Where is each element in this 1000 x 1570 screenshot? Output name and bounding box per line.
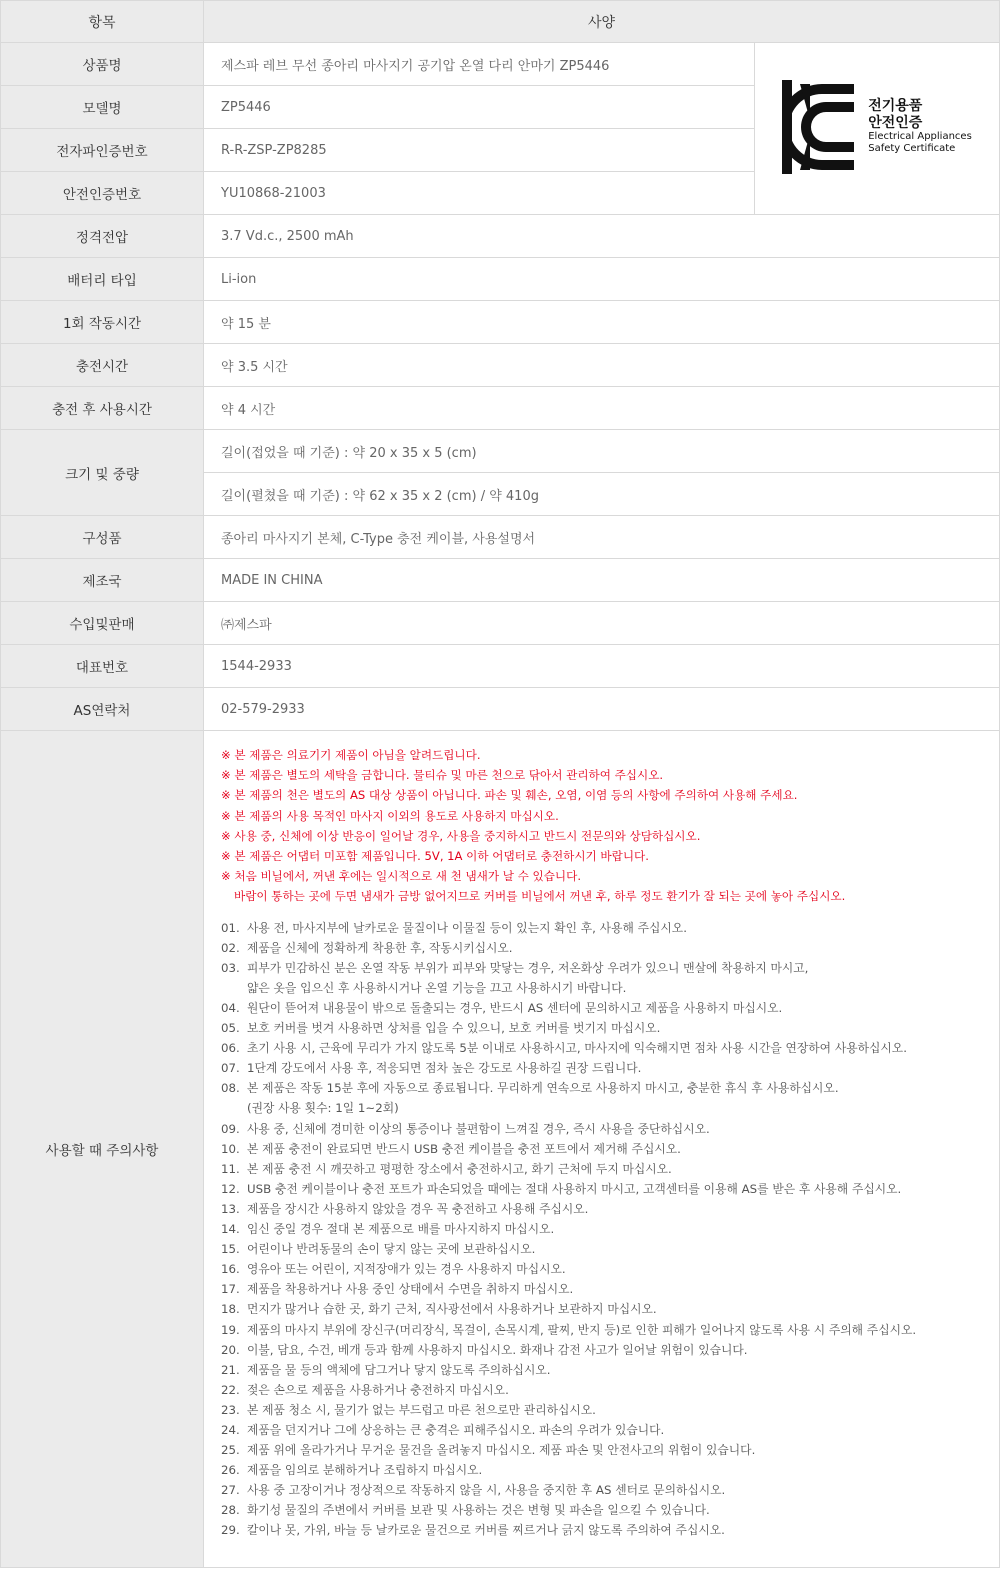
row-label: 구성품 xyxy=(1,516,204,559)
row-label: 모델명 xyxy=(1,86,204,129)
row-value: 3.7 Vd.c., 2500 mAh xyxy=(204,215,1000,258)
caution-text: 제품의 마사지 부위에 장신구(머리장식, 목걸이, 손목시계, 팔찌, 반지 등)로 인한 피해가 일어나지 않도록 사용 시 주의해 주십시오. xyxy=(247,1322,917,1337)
caution-number: 22. xyxy=(221,1382,240,1397)
caution-item xyxy=(221,1199,999,1219)
caution-text: 임신 중일 경우 절대 본 제품으로 배를 마사지하지 마십시오. xyxy=(247,1222,555,1237)
caution-item xyxy=(221,1159,999,1179)
caution-text: 영유아 또는 어린이, 지적장애가 있는 경우 사용하지 마십시오. xyxy=(247,1262,566,1277)
row-value: 제스파 레브 무선 종아리 마사지기 공기압 온열 다리 안마기 ZP5446 xyxy=(204,43,755,86)
caution-number: 25. xyxy=(221,1443,240,1458)
row-value: Li-ion xyxy=(204,258,1000,301)
caution-text: 사용 중 고장이거나 정상적으로 작동하지 않을 시, 사용을 중지한 후 AS 센터로 문의하십시오. xyxy=(247,1483,726,1498)
caution-text-continued: (권장 사용 횟수: 1일 1~2회) xyxy=(247,1101,399,1116)
caution-number: 19. xyxy=(221,1322,240,1337)
caution-item xyxy=(221,1320,999,1340)
caution-text: 본 제품은 작동 15분 후에 자동으로 종료됩니다. 무리하게 연속으로 사용하지 마시고, 충분한 휴식 후 사용하십시오. xyxy=(247,1081,839,1096)
caution-item xyxy=(221,1299,999,1319)
row-value: 종아리 마사지기 본체, C-Type 충전 케이블, 사용설명서 xyxy=(204,516,1000,559)
row-label: 충전시간 xyxy=(1,344,204,387)
warning-line: ※ 처음 비닐에서, 꺼낸 후에는 일시적으로 새 천 냄새가 날 수 있습니다. xyxy=(221,869,582,884)
row-label: AS연락처 xyxy=(1,688,204,731)
caution-number: 07. xyxy=(221,1061,240,1076)
caution-number: 26. xyxy=(221,1463,240,1478)
caution-item xyxy=(221,1139,999,1159)
row-value: 약 4 시간 xyxy=(204,387,1000,430)
caution-number: 20. xyxy=(221,1342,240,1357)
caution-item xyxy=(221,998,999,1018)
caution-number: 13. xyxy=(221,1201,240,1216)
table-row xyxy=(1,344,1000,387)
caution-text: 초기 사용 시, 근육에 무리가 가지 않도록 5분 이내로 사용하시고, 마사지에 익숙해지면 점차 사용 시간을 연장하여 사용하십시오. xyxy=(247,1041,907,1056)
row-value: ㈜제스파 xyxy=(204,602,1000,645)
caution-item xyxy=(221,1400,999,1420)
caution-number: 18. xyxy=(221,1302,240,1317)
table-row xyxy=(1,602,1000,645)
caution-text: 어린이나 반려동물의 손이 닿지 않는 곳에 보관하십시오. xyxy=(247,1242,536,1257)
caution-text: USB 충전 케이블이나 충전 포트가 파손되었을 때에는 절대 사용하지 마시고, 고객센터를 이용해 AS를 받은 후 사용해 주십시오. xyxy=(247,1181,902,1196)
caution-item xyxy=(221,1480,999,1500)
caution-text: 화기성 물질의 주변에서 커버를 보관 및 사용하는 것은 변형 및 파손을 일으킬 수 있습니다. xyxy=(247,1503,710,1518)
caution-text: 피부가 민감하신 분은 온열 작동 부위가 피부와 맞닿는 경우, 저온화상 우려가 있으니 맨살에 착용하지 마시고, xyxy=(247,960,809,975)
caution-number: 05. xyxy=(221,1021,240,1036)
caution-item xyxy=(221,1119,999,1139)
table-row xyxy=(1,258,1000,301)
caution-list xyxy=(221,918,999,1541)
row-label: 1회 작동시간 xyxy=(1,301,204,344)
caution-item xyxy=(221,1018,999,1038)
table-row xyxy=(1,645,1000,688)
caution-item xyxy=(221,1440,999,1460)
table-row xyxy=(1,387,1000,430)
row-value: ZP5446 xyxy=(204,86,755,129)
caution-item xyxy=(221,1360,999,1380)
caution-number: 08. xyxy=(221,1081,240,1096)
row-value: 길이(펼쳤을 때 기준) : 약 62 x 35 x 2 (cm) / 약 410g xyxy=(204,473,1000,516)
caution-item xyxy=(221,1380,999,1400)
caution-item xyxy=(221,958,999,978)
row-label: 수입및판매 xyxy=(1,602,204,645)
kc-english-2: Safety Certificate xyxy=(868,143,956,155)
row-label: 전자파인증번호 xyxy=(1,129,204,172)
warning-line: ※ 본 제품의 사용 목적인 마사지 이외의 용도로 사용하지 마십시오. xyxy=(221,808,559,823)
caution-text: 제품을 신체에 정확하게 착용한 후, 작동시키십시오. xyxy=(247,940,513,955)
caution-number: 11. xyxy=(221,1161,240,1176)
warning-line: ※ 본 제품의 천은 별도의 AS 대상 상품이 아닙니다. 파손 및 훼손, 오염, 이염 등의 사항에 주의하여 사용해 주세요. xyxy=(221,788,798,803)
caution-number: 24. xyxy=(221,1422,240,1437)
caution-text: 본 제품 충전 시 깨끗하고 평평한 장소에서 충전하시고, 화기 근처에 두지 마십시오. xyxy=(247,1161,672,1176)
caution-number: 09. xyxy=(221,1121,240,1136)
header-item: 항목 xyxy=(1,1,204,43)
caution-item xyxy=(221,1078,999,1098)
row-value: 약 3.5 시간 xyxy=(204,344,1000,387)
caution-item xyxy=(221,1038,999,1058)
header-spec: 사양 xyxy=(204,1,1000,43)
caution-item xyxy=(221,1340,999,1360)
caution-number: 16. xyxy=(221,1262,240,1277)
caution-item xyxy=(221,938,999,958)
notes-row xyxy=(1,731,1000,1568)
caution-item xyxy=(221,1239,999,1259)
warning-line-continued: 바람이 통하는 곳에 두면 냄새가 금방 없어지므로 커버를 비닐에서 꺼낸 후, 하루 정도 환기가 잘 되는 곳에 놓아 주십시오. xyxy=(234,889,846,904)
caution-number: 06. xyxy=(221,1041,240,1056)
caution-text: 본 제품 청소 시, 물기가 없는 부드럽고 마른 천으로만 관리하십시오. xyxy=(247,1402,596,1417)
row-value: 1544-2933 xyxy=(204,645,1000,688)
caution-number: 02. xyxy=(221,940,240,955)
caution-number: 10. xyxy=(221,1141,240,1156)
table-row xyxy=(1,516,1000,559)
row-label: 정격전압 xyxy=(1,215,204,258)
caution-item xyxy=(221,1520,999,1540)
table-row xyxy=(1,301,1000,344)
caution-number: 17. xyxy=(221,1282,240,1297)
row-label: 배터리 타입 xyxy=(1,258,204,301)
caution-text: 이불, 담요, 수건, 베개 등과 함께 사용하지 마십시오. 화재나 감전 사고가 일어날 위험이 있습니다. xyxy=(247,1342,748,1357)
caution-text: 먼지가 많거나 습한 곳, 화기 근처, 직사광선에서 사용하거나 보관하지 마십시오. xyxy=(247,1302,657,1317)
caution-text: 제품을 물 등의 액체에 담그거나 닿지 않도록 주의하십시오. xyxy=(247,1362,551,1377)
row-label: 제조국 xyxy=(1,559,204,602)
row-label: 안전인증번호 xyxy=(1,172,204,215)
kc-title-2: 안전인증 xyxy=(868,114,923,131)
table-row xyxy=(1,559,1000,602)
notes-label: 사용할 때 주의사항 xyxy=(1,731,204,1568)
caution-number: 15. xyxy=(221,1242,240,1257)
table-row xyxy=(1,430,1000,473)
table-row xyxy=(1,43,1000,86)
caution-text: 본 제품 충전이 완료되면 반드시 USB 충전 케이블을 충전 포트에서 제거해 주십시오. xyxy=(247,1141,681,1156)
row-value: YU10868-21003 xyxy=(204,172,755,215)
caution-text: 제품을 장시간 사용하지 않았을 경우 꼭 충전하고 사용해 주십시오. xyxy=(247,1201,589,1216)
caution-item xyxy=(221,1279,999,1299)
caution-text: 사용 중, 신체에 경미한 이상의 통증이나 불편함이 느껴질 경우, 즉시 사용을 중단하십시오. xyxy=(247,1121,710,1136)
kc-mark-icon xyxy=(782,80,862,174)
caution-text: 제품 위에 올라가거나 무거운 물건을 올려놓지 마십시오. 제품 파손 및 안전사고의 위험이 있습니다. xyxy=(247,1443,756,1458)
kc-english-1: Electrical Appliances xyxy=(868,131,972,143)
caution-text: 사용 전, 마사지부에 날카로운 물질이나 이물질 등이 있는지 확인 후, 사용해 주십시오. xyxy=(247,920,687,935)
caution-number: 01. xyxy=(221,920,240,935)
warning-line: ※ 본 제품은 어댑터 미포함 제품입니다. 5V, 1A 이하 어댑터로 충전하시기 바랍니다. xyxy=(221,849,649,864)
row-value: 길이(접었을 때 기준) : 약 20 x 35 x 5 (cm) xyxy=(204,430,1000,473)
caution-text: 보호 커버를 벗겨 사용하면 상처를 입을 수 있으니, 보호 커버를 벗기지 마십시오. xyxy=(247,1021,661,1036)
caution-number: 27. xyxy=(221,1483,240,1498)
warning-line: ※ 본 제품은 별도의 세탁을 금합니다. 물티슈 및 마른 천으로 닦아서 관리하여 주십시오. xyxy=(221,768,664,783)
row-label: 대표번호 xyxy=(1,645,204,688)
notes-content xyxy=(204,731,1000,1568)
warning-line: ※ 사용 중, 신체에 이상 반응이 일어날 경우, 사용을 중지하시고 반드시 전문의와 상담하십시오. xyxy=(221,828,701,843)
row-value: R-R-ZSP-ZP8285 xyxy=(204,129,755,172)
caution-item xyxy=(221,918,999,938)
row-label: 충전 후 사용시간 xyxy=(1,387,204,430)
caution-item xyxy=(221,1179,999,1199)
kc-title-1: 전기용품 xyxy=(868,97,923,114)
caution-text-continued: 얇은 옷을 입으신 후 사용하시거나 온열 기능을 끄고 사용하시기 바랍니다. xyxy=(247,980,627,995)
caution-text: 제품을 던지거나 그에 상응하는 큰 충격은 피해주십시오. 파손의 우려가 있습니다. xyxy=(247,1422,665,1437)
caution-number: 14. xyxy=(221,1222,240,1237)
caution-item xyxy=(221,1259,999,1279)
table-row xyxy=(1,688,1000,731)
caution-text: 젖은 손으로 제품을 사용하거나 충전하지 마십시오. xyxy=(247,1382,509,1397)
caution-text: 1단계 강도에서 사용 후, 적응되면 점차 높은 강도로 사용하길 권장 드립니다. xyxy=(247,1061,642,1076)
warning-line: ※ 본 제품은 의료기기 제품이 아님을 알려드립니다. xyxy=(221,748,481,762)
caution-text: 제품을 착용하거나 사용 중인 상태에서 수면을 취하지 마십시오. xyxy=(247,1282,574,1297)
caution-item xyxy=(221,1058,999,1078)
caution-text: 제품을 임의로 분해하거나 조립하지 마십시오. xyxy=(247,1463,483,1478)
caution-text: 원단이 뜯어져 내용물이 밖으로 돌출되는 경우, 반드시 AS 센터에 문의하시고 제품을 사용하지 마십시오. xyxy=(247,1001,783,1015)
caution-number: 03. xyxy=(221,960,240,975)
caution-item xyxy=(221,1219,999,1239)
row-value: 02-579-2933 xyxy=(204,688,1000,731)
caution-number: 21. xyxy=(221,1362,240,1377)
caution-item xyxy=(221,1500,999,1520)
row-value: 약 15 분 xyxy=(204,301,1000,344)
table-row xyxy=(1,215,1000,258)
caution-number: 12. xyxy=(221,1181,240,1196)
caution-item xyxy=(221,1460,999,1480)
caution-number: 28. xyxy=(221,1503,240,1518)
caution-number: 04. xyxy=(221,1001,240,1015)
caution-number: 23. xyxy=(221,1402,240,1417)
caution-item xyxy=(221,1420,999,1440)
row-label: 크기 및 중량 xyxy=(1,430,204,516)
warning-list xyxy=(221,745,999,907)
row-label: 상품명 xyxy=(1,43,204,86)
row-value: MADE IN CHINA xyxy=(204,559,1000,602)
table-header xyxy=(1,1,1000,43)
kc-certification xyxy=(755,43,1000,215)
caution-text: 칼이나 못, 가위, 바늘 등 날카로운 물건으로 커버를 찌르거나 긁지 않도록 주의하여 주십시오. xyxy=(247,1523,725,1538)
caution-number: 29. xyxy=(221,1523,240,1538)
